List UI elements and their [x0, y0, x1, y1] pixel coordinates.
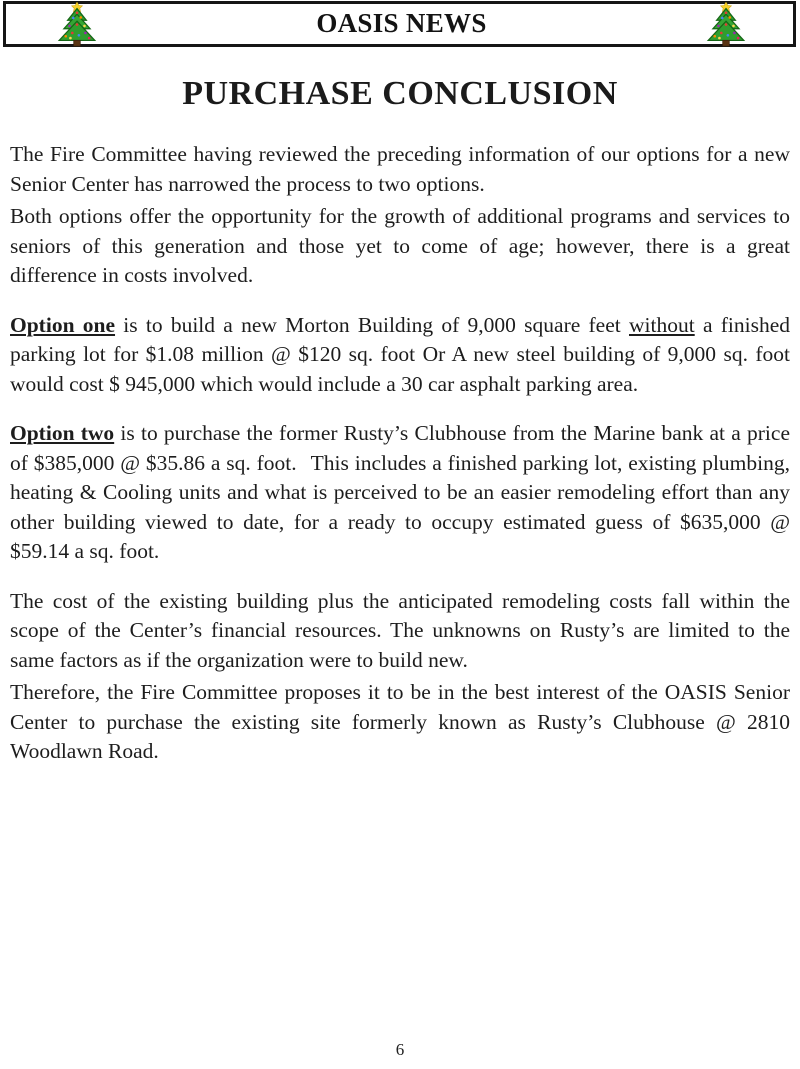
page-title: PURCHASE CONCLUSION [182, 75, 618, 112]
article [10, 48, 790, 770]
christmas-tree-icon [56, 2, 98, 47]
paragraph-cost-summary [10, 587, 790, 676]
page-number: 6 [395, 1040, 405, 1059]
paragraph-recommendation [10, 678, 790, 767]
option-one-label: Option one [10, 312, 116, 337]
masthead [3, 1, 796, 47]
option-two-label: Option two [10, 421, 115, 445]
paragraph-both-options [10, 202, 790, 291]
paragraph-text: The Fire Committee having reviewed the preceding information of our options for a new Senior Center has narrowed the process to two options. [10, 142, 790, 196]
paragraph-text: Both options offer the opportunity for the growth of additional programs and services to seniors of this generation and those yet to come of age; however, there is a great difference in costs involved. [10, 204, 790, 287]
paragraph-intro [10, 140, 790, 199]
underlined-word: without [629, 312, 695, 337]
paragraph-option-one [10, 311, 790, 400]
paragraph-text: The cost of the existing building plus the anticipated remodeling costs fall within the scope of the Center’s financial resources. The unknowns on Rusty’s are limited to the same factors as if the organization were to build new. [10, 588, 790, 672]
christmas-tree-icon [705, 2, 747, 47]
paragraph-text: is to purchase the former Rusty’s Clubhouse from the Marine bank at a price of $385,000 @ $35.86 a sq. foot. [10, 421, 790, 475]
paragraph-option-two [10, 419, 790, 567]
paragraph-text: This includes a finished parking lot, existing plumbing, heating & Cooling units and what is perceived to be an easier remodeling effort than any other building viewed to date, for a ready to occupy estimated guess of $635,000 @ $59.14 a sq. foot. [10, 450, 790, 563]
newsletter-title: OASIS NEWS [316, 7, 487, 38]
paragraph-text: Therefore, the Fire Committee proposes it to be in the best interest of the OASIS Senior Center to purchase the existing site formerly known as Rusty’s Clubhouse @ 2810 Woodlawn Road. [10, 680, 790, 763]
paragraph-text: is to build a new Morton Building of 9,000 square feet [115, 312, 629, 337]
article-body [10, 140, 790, 767]
paragraph-text: a finished parking lot for $1.08 million @ $120 sq. foot Or A new steel building of 9,000 sq. foot would cost $ 945,000 which would include a 30 car asphalt parking area. [10, 312, 791, 396]
